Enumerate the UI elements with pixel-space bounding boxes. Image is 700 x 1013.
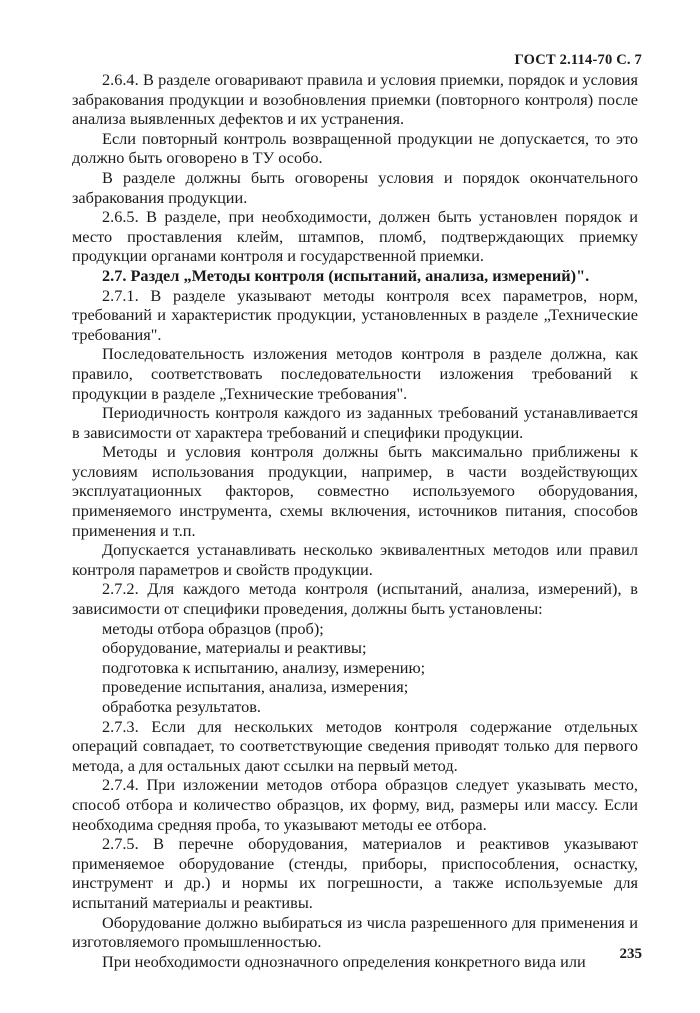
paragraph-methods-conditions: Методы и условия контроля должны быть максимально приближены к условиям использования продукции, например, в части воздействующих эксплуатационных факторов, совместно используемого оборудования, применяемого инструмента, схемы включения, источников питания, способов применения и т.п. (72, 442, 638, 540)
paragraph-sequence: Последовательность изложения методов контроля в разделе должна, как правило, соответствовать последовательности изложения требований к продукции в разделе „Технические требования". (72, 344, 638, 403)
section-heading-2-7 (72, 266, 638, 286)
paragraph-final-rejection: В разделе должны быть оговорены условия и порядок окончательного забракования продукции. (72, 167, 638, 207)
document-body (72, 70, 638, 971)
list-item: оборудование, материалы и реактивы; (102, 638, 367, 658)
paragraph-2-6-5: 2.6.5. В разделе, при необходимости, должен быть установлен порядок и место проставления клейм, штампов, пломб, подтверждающих приемку продукции органами контроля и государственной приемки. (72, 207, 638, 266)
list-item: подготовка к испытанию, анализу, измерению; (102, 657, 426, 677)
section-heading-text: 2.7. Раздел „Методы контроля (испытаний, анализа, измерений)". (102, 265, 590, 285)
paragraph-periodicity: Периодичность контроля каждого из заданных требований устанавливается в зависимости от характера требований и специфики продукции. (72, 403, 638, 442)
paragraph-unambiguous-definition: При необходимости однозначного определения конкретного вида или (102, 951, 586, 971)
paragraph-equivalent-methods: Допускается устанавливать несколько эквивалентных методов или правил контроля параметров и свойств продукции. (72, 540, 638, 579)
page-header: ГОСТ 2.114-70 С. 7 (514, 52, 642, 68)
paragraph-2-7-4: 2.7.4. При изложении методов отбора образцов следует указывать место, способ отбора и количество образцов, их форму, вид, размеры или массу. Если необходима средняя проба, то указывают методы ее отбора. (72, 775, 638, 834)
paragraph-2-7-1: 2.7.1. В разделе указывают методы контроля всех параметров, норм, требований и характеристик продукции, установленных в разделе „Технические требования". (72, 285, 638, 344)
list-item: обработка результатов. (102, 697, 262, 716)
paragraph-2-7-3: 2.7.3. Если для нескольких методов контроля содержание отдельных операций совпадает, то соответствующие сведения приводят только для первого метода, а для остальных дают ссылки на первый метод. (72, 716, 638, 775)
list-item: методы отбора образцов (проб); (102, 618, 324, 638)
paragraph-repeat-control: Если повторный контроль возвращенной продукции не допускается, то это должно быть оговорено в ТУ особо. (72, 128, 638, 168)
page-number: 235 (619, 946, 642, 962)
paragraph-2-7-5: 2.7.5. В перечне оборудования, материалов и реактивов указывают применяемое оборудование (стенды, приборы, приспособления, оснастку, инструмент и др.) и нормы их погрешности, а также используемые для испытаний материалы и реактивы. (72, 834, 638, 912)
paragraph-equipment-selection: Оборудование должно выбираться из числа разрешенного для применения и изготовляемого промышленностью. (72, 912, 638, 952)
paragraph-2-7-2: 2.7.2. Для каждого метода контроля (испытаний, анализа, измерений), в зависимости от специфики проведения, должны быть установлены: (72, 579, 638, 619)
paragraph-2-6-4: 2.6.4. В разделе оговаривают правила и условия приемки, порядок и условия забракования продукции и возобновления приемки (повторного контроля) после анализа выявленных дефектов и их устранения. (72, 70, 638, 129)
list-item: проведение испытания, анализа, измерения; (102, 677, 409, 697)
